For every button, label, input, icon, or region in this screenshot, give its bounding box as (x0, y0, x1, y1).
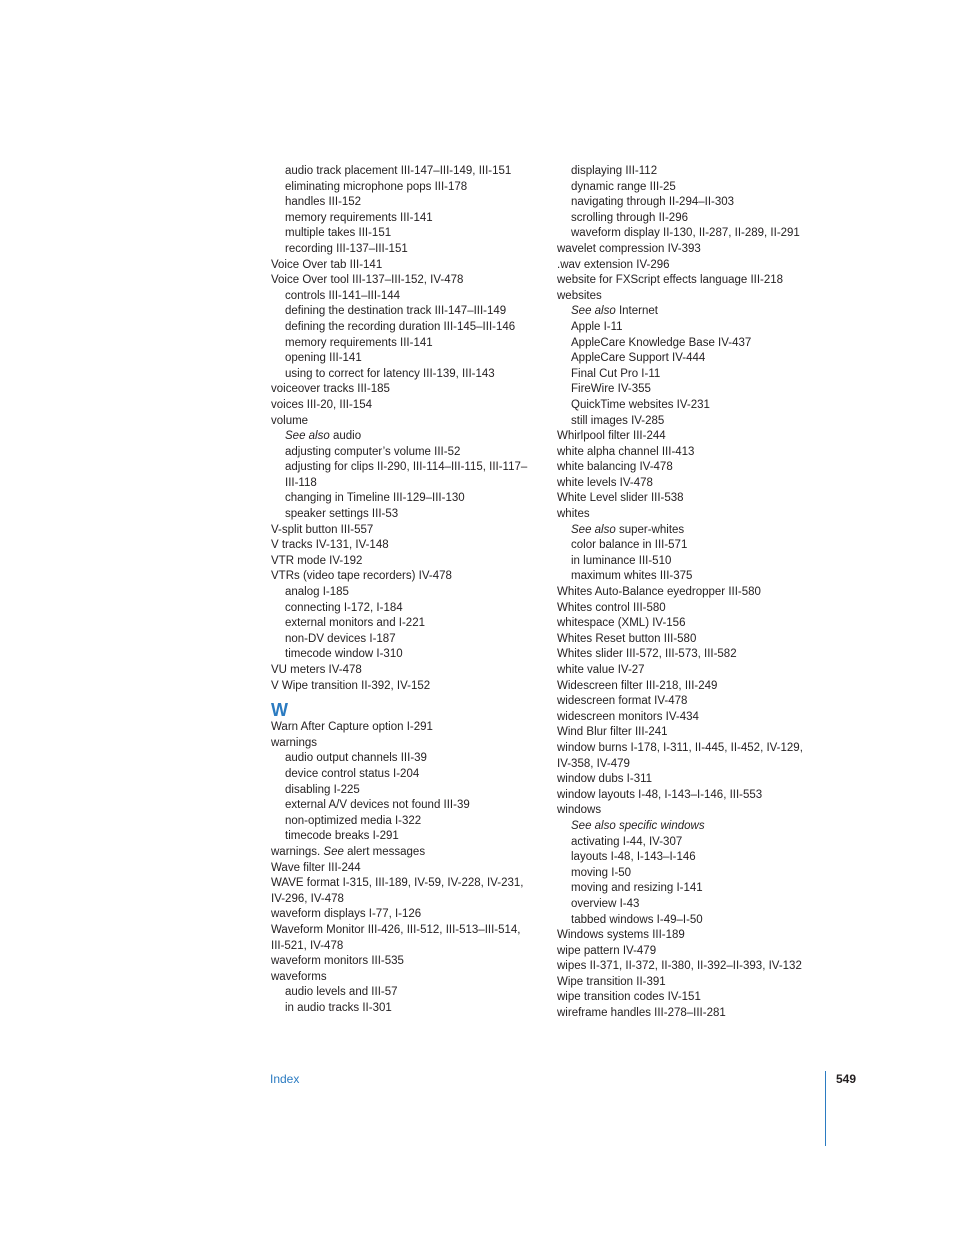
index-subentry (557, 897, 807, 913)
index-subentry (557, 164, 807, 180)
index-entry (557, 944, 807, 960)
index-subentry (557, 866, 807, 882)
entry-text: timecode window I-310 (285, 648, 403, 661)
index-entry (557, 632, 807, 648)
entry-text: volume (271, 414, 309, 427)
index-entry (271, 523, 533, 539)
entry-text: external A/V devices not found III-39 (285, 799, 470, 812)
index-subentry (271, 601, 533, 617)
index-subentry (557, 819, 807, 835)
index-subentry (271, 751, 533, 767)
index-entry (557, 694, 807, 710)
entry-text: Voice Over tool III-137–III-152, IV-478 (271, 274, 464, 287)
entry-text: websites (557, 289, 602, 302)
index-entry (557, 647, 807, 663)
index-entry (557, 990, 807, 1006)
entry-text: white alpha channel III-413 (557, 445, 695, 458)
index-entry (557, 772, 807, 788)
index-subentry (557, 538, 807, 554)
entry-text: audio output channels III-39 (285, 752, 427, 765)
entry-text: external monitors and I-221 (285, 617, 425, 630)
entry-text: Voice Over tab III-141 (271, 258, 383, 271)
entry-text: Wipe transition II-391 (557, 975, 666, 988)
index-entry (271, 382, 533, 398)
entry-text: device control status I-204 (285, 767, 420, 780)
index-entry (557, 710, 807, 726)
entry-text: super-whites (615, 523, 685, 536)
index-subentry (271, 476, 533, 492)
entry-text: analog I-185 (285, 586, 349, 599)
index-subentry (271, 460, 533, 476)
index-subentry (271, 647, 533, 663)
section-letter-w: W (271, 700, 288, 721)
entry-text: window dubs I-311 (557, 773, 653, 786)
index-subentry (557, 211, 807, 227)
index-subentry (271, 180, 533, 196)
index-entry (271, 679, 533, 695)
entry-text: window burns I-178, I-311, II-445, II-452, IV-129, (557, 741, 803, 754)
index-entry (271, 861, 533, 877)
entry-text: non-optimized media I-322 (285, 814, 422, 827)
index-subentry (271, 1001, 533, 1017)
index-subentry (271, 783, 533, 799)
index-subentry (271, 304, 533, 320)
entry-text: waveform displays I-77, I-126 (271, 908, 422, 921)
entry-text: audio levels and III-57 (285, 986, 398, 999)
index-subentry (557, 569, 807, 585)
index-entries-w (271, 720, 533, 1016)
entry-prefix: warnings. (271, 845, 324, 858)
index-entry (557, 258, 807, 274)
see-reference: See also (571, 523, 616, 536)
index-subentry (557, 304, 807, 320)
index-entry (271, 538, 533, 554)
see-reference: See also specific windows (571, 819, 705, 832)
index-entry (557, 663, 807, 679)
entry-text: Apple I-11 (571, 320, 623, 333)
index-entry (271, 939, 533, 955)
index-subentry (271, 429, 533, 445)
entry-text: VTRs (video tape recorders) IV-478 (271, 570, 452, 583)
entry-text: whites (557, 508, 590, 521)
index-entry (271, 398, 533, 414)
entry-text: memory requirements III-141 (285, 211, 433, 224)
entry-text: multiple takes III-151 (285, 227, 392, 240)
entry-text: Windows systems III-189 (557, 929, 685, 942)
index-entry (271, 569, 533, 585)
index-entry (557, 289, 807, 305)
entry-text: V tracks IV-131, IV-148 (271, 539, 389, 552)
entry-text: timecode breaks I-291 (285, 830, 399, 843)
index-entry (271, 907, 533, 923)
index-subentry (271, 445, 533, 461)
index-subentry (271, 616, 533, 632)
index-subentry (557, 523, 807, 539)
index-entry (271, 258, 533, 274)
entry-text: opening III-141 (285, 352, 362, 365)
see-reference: See also (571, 305, 616, 318)
entry-text: speaker settings III-53 (285, 508, 399, 521)
index-column-left (271, 164, 533, 1016)
entry-text: widescreen format IV-478 (557, 695, 688, 708)
index-subentry (271, 767, 533, 783)
index-entries-right (557, 164, 807, 1022)
entry-text: AppleCare Knowledge Base IV-437 (571, 336, 752, 349)
entry-text: Whites control III-580 (557, 601, 666, 614)
index-entry (271, 554, 533, 570)
entry-text: IV-358, IV-479 (557, 757, 630, 770)
index-entry (557, 491, 807, 507)
index-entry (271, 876, 533, 892)
entry-text: adjusting computer’s volume III-52 (285, 445, 461, 458)
entry-text: Whirlpool filter III-244 (557, 430, 666, 443)
index-subentry (557, 414, 807, 430)
index-subentry (271, 320, 533, 336)
index-subentry (271, 336, 533, 352)
index-subentry (557, 382, 807, 398)
index-subentry (557, 195, 807, 211)
entry-text: .wav extension IV-296 (557, 258, 670, 271)
entry-text: wipes II-371, II-372, II-380, II-392–II-393, IV-132 (557, 960, 802, 973)
entry-text: tabbed windows I-49–I-50 (571, 913, 703, 926)
entry-text: wipe transition codes IV-151 (557, 991, 701, 1004)
entry-text: scrolling through II-296 (571, 211, 688, 224)
index-subentry (271, 211, 533, 227)
index-subentry (557, 850, 807, 866)
index-subentry (271, 814, 533, 830)
index-subentry (271, 195, 533, 211)
index-subentry (271, 632, 533, 648)
index-entries-before-w (271, 164, 533, 694)
index-subentry (557, 398, 807, 414)
index-subentry (271, 507, 533, 523)
index-entry (557, 757, 807, 773)
index-entry (271, 954, 533, 970)
index-subentry (557, 180, 807, 196)
entry-text: Waveform Monitor III-426, III-512, III-513–III-514, (271, 923, 521, 936)
index-entry (557, 273, 807, 289)
index-subentry (557, 351, 807, 367)
index-entry (271, 273, 533, 289)
index-entry (557, 975, 807, 991)
see-reference: See also (285, 430, 330, 443)
entry-text: changing in Timeline III-129–III-130 (285, 492, 465, 505)
entry-text: AppleCare Support IV-444 (571, 352, 706, 365)
index-entry (557, 507, 807, 523)
page-number: 549 (836, 1072, 857, 1086)
entry-text: Whites Auto-Balance eyedropper III-580 (557, 586, 761, 599)
index-subentry (271, 164, 533, 180)
entry-text: defining the recording duration III-145–III-146 (285, 320, 516, 333)
entry-text: audio track placement III-147–III-149, III-151 (285, 165, 512, 177)
index-entry (271, 414, 533, 430)
index-entry (271, 970, 533, 986)
entry-text: still images IV-285 (571, 414, 665, 427)
index-entry (557, 679, 807, 695)
entry-text: moving and resizing I-141 (571, 882, 703, 895)
entry-text: Whites Reset button III-580 (557, 632, 697, 645)
entry-text: whitespace (XML) IV-156 (557, 617, 686, 630)
entry-text: moving I-50 (571, 866, 632, 879)
index-subentry (271, 798, 533, 814)
entry-text: using to correct for latency III-139, III-143 (285, 367, 495, 380)
entry-text: overview I-43 (571, 897, 640, 910)
index-entry (557, 429, 807, 445)
index-entry (271, 845, 533, 861)
index-subentry (557, 913, 807, 929)
entry-text: Warn After Capture option I-291 (271, 721, 433, 734)
entry-text: alert messages (343, 845, 426, 858)
index-subentry (557, 881, 807, 897)
index-entry (271, 663, 533, 679)
entry-text: VTR mode IV-192 (271, 554, 363, 567)
index-entry (557, 788, 807, 804)
entry-text: III-118 (285, 476, 317, 489)
index-subentry (557, 320, 807, 336)
entry-text: wipe pattern IV-479 (557, 944, 657, 957)
entry-text: White Level slider III-538 (557, 492, 684, 505)
entry-text: QuickTime websites IV-231 (571, 398, 710, 411)
index-entry (557, 460, 807, 476)
entry-text: WAVE format I-315, III-189, IV-59, IV-228, IV-231, (271, 877, 524, 890)
index-subentry (271, 491, 533, 507)
index-subentry (271, 985, 533, 1001)
entry-text: V Wipe transition II-392, IV-152 (271, 679, 431, 692)
entry-text: III-521, IV-478 (271, 939, 344, 952)
entry-text: eliminating microphone pops III-178 (285, 180, 468, 193)
entry-text: audio (329, 430, 362, 443)
entry-text: displaying III-112 (571, 165, 658, 177)
entry-text: Whites slider III-572, III-573, III-582 (557, 648, 737, 661)
index-entry (557, 476, 807, 492)
index-entry (557, 242, 807, 258)
entry-text: controls III-141–III-144 (285, 289, 401, 302)
index-subentry (271, 585, 533, 601)
page-number-rule (825, 1071, 826, 1146)
entry-text: white balancing IV-478 (557, 461, 673, 474)
entry-text: color balance in III-571 (571, 539, 688, 552)
entry-text: disabling I-225 (285, 783, 360, 796)
entry-text: in luminance III-510 (571, 554, 672, 567)
entry-text: FireWire IV-355 (571, 383, 651, 396)
entry-text: Widescreen filter III-218, III-249 (557, 679, 718, 692)
entry-text: widescreen monitors IV-434 (557, 710, 699, 723)
entry-text: recording III-137–III-151 (285, 242, 408, 255)
index-subentry (271, 242, 533, 258)
index-entry (557, 1006, 807, 1022)
entry-text: white levels IV-478 (557, 476, 653, 489)
entry-text: window layouts I-48, I-143–I-146, III-553 (557, 788, 763, 801)
index-entry (557, 725, 807, 741)
index-subentry (557, 835, 807, 851)
index-column-right (557, 164, 807, 1022)
entry-text: wireframe handles III-278–III-281 (557, 1007, 726, 1020)
index-entry (557, 585, 807, 601)
index-entry (271, 892, 533, 908)
entry-text: waveforms (271, 970, 327, 983)
entry-text: website for FXScript effects language III-218 (557, 274, 784, 287)
entry-text: windows (557, 804, 602, 817)
index-entry (557, 601, 807, 617)
entry-text: voices III-20, III-154 (271, 398, 372, 411)
entry-text: voiceover tracks III-185 (271, 383, 390, 396)
entry-text: maximum whites III-375 (571, 570, 693, 583)
entry-text: dynamic range III-25 (571, 180, 676, 193)
entry-text: memory requirements III-141 (285, 336, 433, 349)
index-subentry (557, 554, 807, 570)
entry-text: Final Cut Pro I-11 (571, 367, 661, 380)
entry-text: Wind Blur filter III-241 (557, 726, 668, 739)
entry-text: waveform monitors III-535 (271, 955, 404, 968)
entry-text: defining the destination track III-147–III-149 (285, 305, 507, 318)
index-subentry (271, 829, 533, 845)
index-subentry (271, 289, 533, 305)
index-entry (557, 616, 807, 632)
entry-text: in audio tracks II-301 (285, 1001, 392, 1014)
entry-text: white value IV-27 (557, 664, 645, 676)
entry-text: V-split button III-557 (271, 523, 374, 536)
index-subentry (557, 336, 807, 352)
entry-text: warnings (271, 736, 318, 749)
index-entry (557, 928, 807, 944)
entry-text: non-DV devices I-187 (285, 632, 396, 645)
entry-text: activating I-44, IV-307 (571, 835, 683, 848)
index-subentry (271, 226, 533, 242)
index-entry (557, 741, 807, 757)
entry-text: adjusting for clips II-290, III-114–III-115, III-117– (285, 461, 528, 474)
entry-text: IV-296, IV-478 (271, 892, 344, 905)
index-entry (557, 803, 807, 819)
index-subentry (271, 367, 533, 383)
index-subentry (557, 367, 807, 383)
index-entry (271, 736, 533, 752)
entry-text: navigating through II-294–II-303 (571, 196, 735, 209)
index-entry (557, 959, 807, 975)
entry-text: layouts I-48, I-143–I-146 (571, 851, 696, 864)
entry-text: Internet (615, 305, 658, 318)
index-entry (557, 445, 807, 461)
see-reference: See (323, 845, 344, 858)
entry-text: handles III-152 (285, 196, 362, 209)
index-entry (271, 720, 533, 736)
entry-text: connecting I-172, I-184 (285, 601, 403, 614)
index-entry (271, 923, 533, 939)
entry-text: wavelet compression IV-393 (557, 242, 701, 255)
entry-text: Wave filter III-244 (271, 861, 361, 874)
footer-section-label: Index (270, 1072, 300, 1086)
index-subentry (271, 351, 533, 367)
entry-text: VU meters IV-478 (271, 664, 362, 676)
entry-text: waveform display II-130, II-287, II-289, II-291 (571, 227, 800, 240)
index-subentry (557, 226, 807, 242)
